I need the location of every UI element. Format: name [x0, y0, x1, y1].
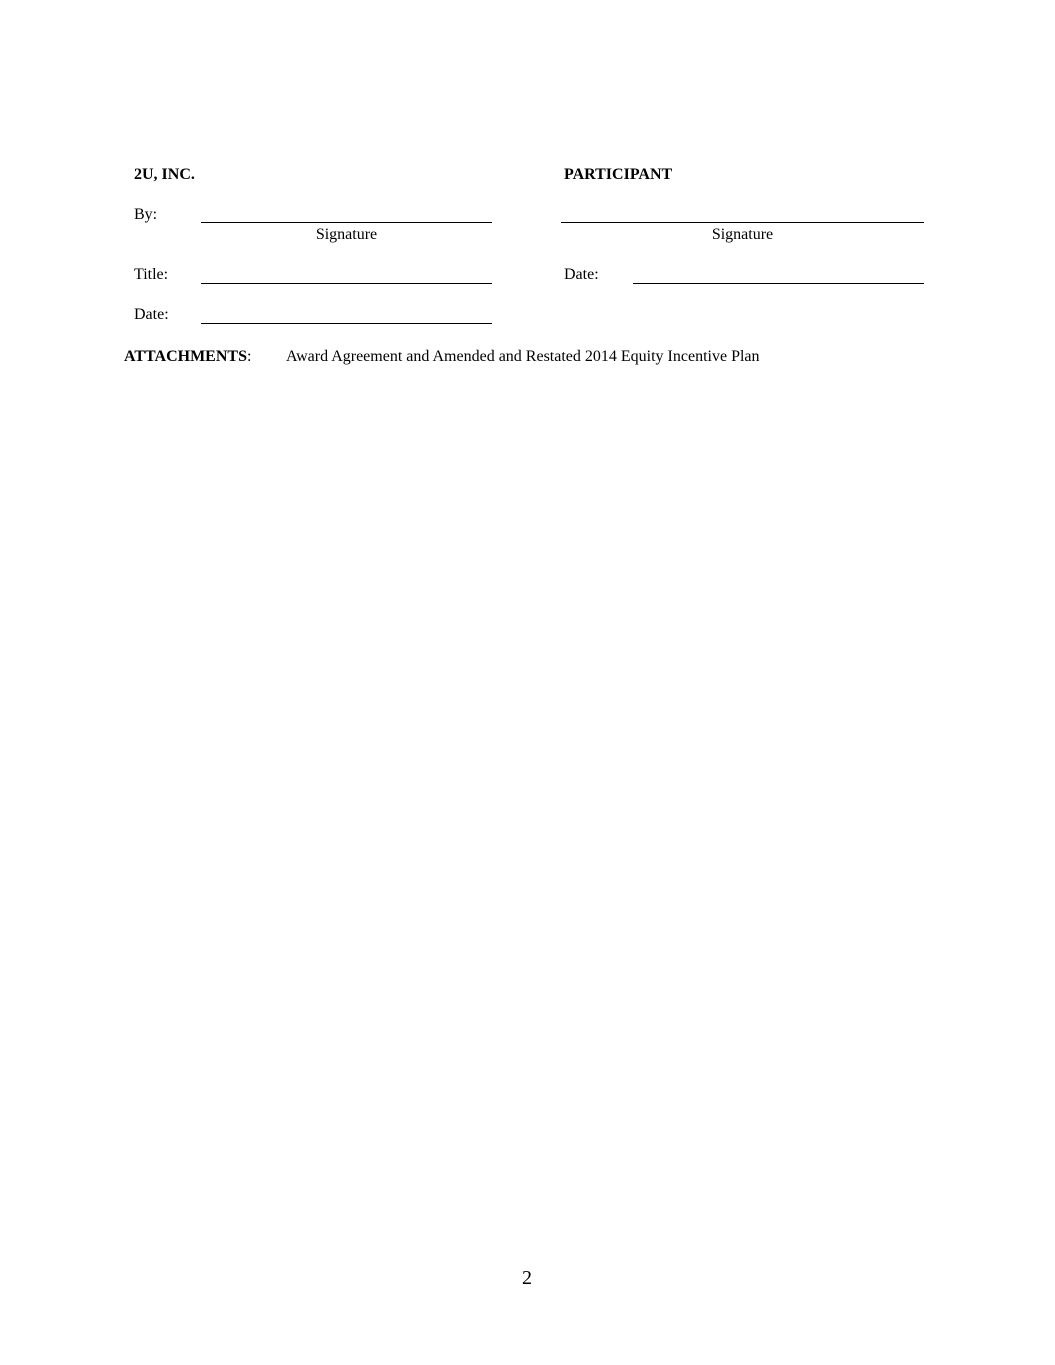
company-date-line[interactable] [201, 323, 492, 324]
company-signature-caption: Signature [315, 226, 378, 243]
attachments-text: Award Agreement and Amended and Restated 2014 Equity Incentive Plan [286, 348, 760, 365]
page-number: 2 [522, 1267, 532, 1289]
participant-date-line[interactable] [633, 283, 924, 284]
participant-heading: PARTICIPANT [564, 166, 673, 183]
company-name: 2U, INC. [134, 166, 195, 183]
attachments-row [124, 349, 251, 365]
company-title-label: Title: [134, 266, 169, 283]
participant-date-label: Date: [564, 266, 599, 283]
participant-signature-caption: Signature [711, 226, 774, 243]
company-by-label: By: [134, 206, 158, 223]
company-signature-line[interactable] [201, 222, 492, 223]
attachments-colon: : [246, 348, 252, 365]
participant-signature-line[interactable] [561, 222, 924, 223]
company-title-line[interactable] [201, 283, 492, 284]
attachments-label: ATTACHMENTS [124, 348, 247, 365]
company-date-label: Date: [134, 306, 169, 323]
